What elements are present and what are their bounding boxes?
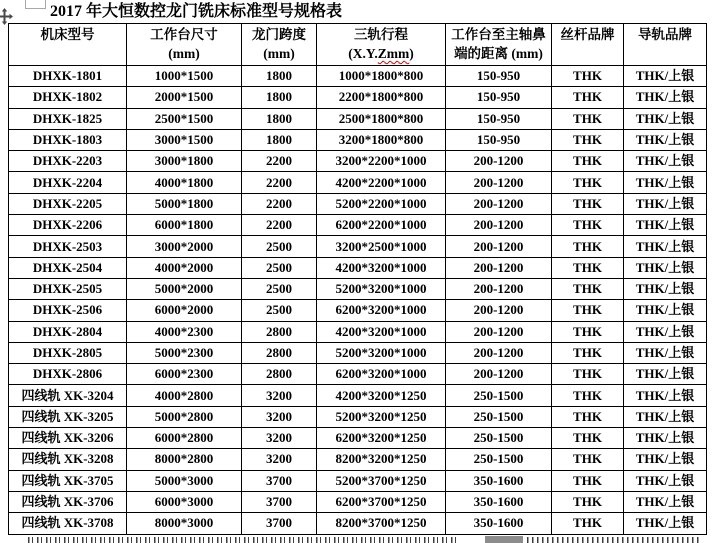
cell-axis-travel[interactable]: 5200*2200*1000 [317,193,446,214]
cell-model[interactable]: DHXK-1825 [9,108,127,129]
cell-worktable-size[interactable]: 1000*1500 [127,66,242,87]
cell-screw-brand[interactable]: THK [552,428,624,449]
cell-gantry-span[interactable]: 3200 [242,406,317,427]
cell-worktable-size[interactable]: 6000*1800 [127,215,242,236]
cell-rail-brand[interactable]: THK/上银 [624,236,707,257]
cell-gantry-span[interactable]: 2500 [242,278,317,299]
cell-axis-travel[interactable]: 6200*3200*1250 [317,428,446,449]
cell-axis-travel[interactable]: 8200*3200*1250 [317,449,446,470]
table-row [9,66,707,87]
cell-spindle-distance[interactable]: 200-1200 [446,300,552,321]
cell-gantry-span[interactable]: 3700 [242,513,317,534]
table-row [9,491,707,512]
table-row [9,300,707,321]
cell-worktable-size[interactable]: 4000*1800 [127,172,242,193]
header-line: 工作台尺寸 [150,27,218,42]
cell-spindle-distance[interactable]: 350-1600 [446,491,552,512]
spellcheck-squiggle-text: Zmm [377,46,410,61]
cell-axis-travel[interactable]: 2200*1800*800 [317,87,446,108]
table-body [9,66,707,535]
table-row [9,108,707,129]
cell-worktable-size[interactable]: 6000*2300 [127,364,242,385]
table-row [9,278,707,299]
cell-gantry-span[interactable]: 3200 [242,449,317,470]
cell-screw-brand[interactable]: THK [552,513,624,534]
cell-worktable-size[interactable]: 3000*1500 [127,129,242,150]
table-row [9,342,707,363]
cell-spindle-distance[interactable]: 200-1200 [446,151,552,172]
cell-model[interactable]: DHXK-1802 [9,87,127,108]
cell-axis-travel[interactable]: 6200*3200*1000 [317,364,446,385]
cell-gantry-span[interactable]: 1800 [242,66,317,87]
cell-spindle-distance[interactable]: 150-950 [446,129,552,150]
table-row [9,470,707,491]
cell-screw-brand[interactable]: THK [552,87,624,108]
cell-screw-brand[interactable]: THK [552,278,624,299]
table-row [9,193,707,214]
cell-spindle-distance[interactable]: 200-1200 [446,342,552,363]
cell-gantry-span[interactable]: 2200 [242,193,317,214]
cell-rail-brand[interactable]: THK/上银 [624,151,707,172]
column-header-model[interactable] [9,24,127,66]
cell-axis-travel[interactable]: 1000*1800*800 [317,66,446,87]
spec-table [8,23,707,535]
column-header-screw-brand[interactable] [552,24,624,66]
cell-spindle-distance[interactable]: 150-950 [446,108,552,129]
cell-rail-brand[interactable]: THK/上银 [624,87,707,108]
cell-worktable-size[interactable]: 2000*1500 [127,87,242,108]
cell-worktable-size[interactable]: 8000*3000 [127,513,242,534]
cell-model[interactable]: DHXK-1801 [9,66,127,87]
header-line: (X.Y.Zmm) [348,46,414,61]
cell-axis-travel[interactable]: 6200*3700*1250 [317,491,446,512]
cell-rail-brand[interactable]: THK/上银 [624,385,707,406]
cell-rail-brand[interactable]: THK/上银 [624,172,707,193]
cell-axis-travel[interactable]: 3200*2500*1000 [317,236,446,257]
table-header [9,24,707,66]
table-row [9,87,707,108]
cell-model[interactable]: DHXK-2805 [9,342,127,363]
cell-rail-brand[interactable]: THK/上银 [624,470,707,491]
cell-axis-travel[interactable]: 6200*3200*1000 [317,300,446,321]
cell-screw-brand[interactable]: THK [552,129,624,150]
cell-screw-brand[interactable]: THK [552,193,624,214]
cell-worktable-size[interactable]: 5000*2300 [127,342,242,363]
cell-gantry-span[interactable]: 3200 [242,385,317,406]
cell-screw-brand[interactable]: THK [552,470,624,491]
cell-axis-travel[interactable]: 2500*1800*800 [317,108,446,129]
cell-rail-brand[interactable]: THK/上银 [624,449,707,470]
table-row [9,513,707,534]
header-line: 导轨品牌 [638,27,692,42]
cell-axis-travel[interactable]: 8200*3700*1250 [317,513,446,534]
cell-spindle-distance[interactable]: 200-1200 [446,321,552,342]
cell-axis-travel[interactable]: 3200*1800*800 [317,129,446,150]
cell-axis-travel[interactable]: 4200*3200*1000 [317,257,446,278]
cell-screw-brand[interactable]: THK [552,236,624,257]
cell-rail-brand[interactable]: THK/上银 [624,129,707,150]
table-row [9,321,707,342]
cell-rail-brand[interactable]: THK/上银 [624,428,707,449]
cell-spindle-distance[interactable]: 250-1500 [446,385,552,406]
table-row [9,236,707,257]
header-line: 三轨行程 [354,27,408,42]
cell-gantry-span[interactable]: 3700 [242,470,317,491]
cell-screw-brand[interactable]: THK [552,215,624,236]
cell-gantry-span[interactable]: 2500 [242,300,317,321]
header-line: 丝杆品牌 [560,27,615,42]
cell-rail-brand[interactable]: THK/上银 [624,491,707,512]
cell-model[interactable]: DHXK-2504 [9,257,127,278]
column-header-axis-travel[interactable] [317,24,446,66]
table-row [9,364,707,385]
cell-rail-brand[interactable]: THK/上银 [624,108,707,129]
header-line: (mm) [263,46,295,61]
cell-gantry-span[interactable]: 3200 [242,428,317,449]
cell-worktable-size[interactable]: 3000*2000 [127,236,242,257]
cell-worktable-size[interactable]: 5000*3000 [127,470,242,491]
column-header-gantry-span[interactable] [242,24,317,66]
cell-spindle-distance[interactable]: 350-1600 [446,513,552,534]
cell-worktable-size[interactable]: 4000*2300 [127,321,242,342]
header-line: 端的距离 (mm) [454,46,543,61]
cell-spindle-distance[interactable]: 200-1200 [446,215,552,236]
table-row [9,449,707,470]
cell-axis-travel[interactable]: 4200*3200*1250 [317,385,446,406]
cell-model[interactable]: DHXK-2505 [9,278,127,299]
cell-worktable-size[interactable]: 5000*2800 [127,406,242,427]
cell-model[interactable]: DHXK-2806 [9,364,127,385]
cell-screw-brand[interactable]: THK [552,300,624,321]
cell-rail-brand[interactable]: THK/上银 [624,321,707,342]
cell-gantry-span[interactable]: 2800 [242,342,317,363]
cell-rail-brand[interactable]: THK/上银 [624,278,707,299]
cell-spindle-distance[interactable]: 250-1500 [446,449,552,470]
cell-model[interactable]: 四线轨 XK-3705 [9,470,127,491]
cell-screw-brand[interactable]: THK [552,342,624,363]
cell-screw-brand[interactable]: THK [552,449,624,470]
cell-spindle-distance[interactable]: 250-1500 [446,428,552,449]
cell-rail-brand[interactable]: THK/上银 [624,364,707,385]
header-row [9,24,707,66]
table-title[interactable]: 2017 年大恒数控龙门铣床标准型号规格表 [50,3,343,20]
cell-screw-brand[interactable]: THK [552,385,624,406]
cell-worktable-size[interactable]: 6000*2000 [127,300,242,321]
clipped-text-line [527,537,699,543]
cell-rail-brand[interactable]: THK/上银 [624,342,707,363]
cell-spindle-distance[interactable]: 200-1200 [446,193,552,214]
cell-spindle-distance[interactable]: 150-950 [446,66,552,87]
cell-axis-travel[interactable]: 5200*3200*1000 [317,342,446,363]
cell-spindle-distance[interactable]: 200-1200 [446,257,552,278]
cell-worktable-size[interactable]: 6000*2800 [127,428,242,449]
cell-axis-travel[interactable]: 5200*3700*1250 [317,470,446,491]
cell-model[interactable]: DHXK-2203 [9,151,127,172]
table-row [9,215,707,236]
cell-axis-travel[interactable]: 6200*2200*1000 [317,215,446,236]
clipped-gray-block [485,536,523,543]
column-header-worktable-size[interactable] [127,24,242,66]
cell-worktable-size[interactable]: 4000*2800 [127,385,242,406]
cell-worktable-size[interactable]: 5000*2000 [127,278,242,299]
cell-rail-brand[interactable]: THK/上银 [624,66,707,87]
cell-worktable-size[interactable]: 2500*1500 [127,108,242,129]
cell-axis-travel[interactable]: 4200*2200*1000 [317,172,446,193]
cell-worktable-size[interactable]: 4000*2000 [127,257,242,278]
cell-gantry-span[interactable]: 2800 [242,321,317,342]
cell-model[interactable]: 四线轨 XK-3204 [9,385,127,406]
cell-spindle-distance[interactable]: 200-1200 [446,236,552,257]
cell-screw-brand[interactable]: THK [552,406,624,427]
cell-model[interactable]: DHXK-2503 [9,236,127,257]
cell-model[interactable]: DHXK-2205 [9,193,127,214]
header-line: 机床型号 [40,27,95,42]
cell-screw-brand[interactable]: THK [552,257,624,278]
cell-gantry-span[interactable]: 2200 [242,172,317,193]
cell-screw-brand[interactable]: THK [552,364,624,385]
cell-gantry-span[interactable]: 2200 [242,151,317,172]
header-line: 龙门跨度 [252,27,306,42]
cell-gantry-span[interactable]: 1800 [242,108,317,129]
header-line: 工作台至主轴鼻 [451,27,546,42]
cell-rail-brand[interactable]: THK/上银 [624,257,707,278]
cell-spindle-distance[interactable]: 200-1200 [446,172,552,193]
cell-model[interactable]: DHXK-2204 [9,172,127,193]
cell-screw-brand[interactable]: THK [552,491,624,512]
column-header-spindle-distance[interactable] [446,24,552,66]
cell-model[interactable]: DHXK-2506 [9,300,127,321]
cell-spindle-distance[interactable]: 200-1200 [446,364,552,385]
cell-screw-brand[interactable]: THK [552,151,624,172]
cell-model[interactable]: DHXK-2804 [9,321,127,342]
cell-gantry-span[interactable]: 2800 [242,364,317,385]
cell-spindle-distance[interactable]: 150-950 [446,87,552,108]
header-line: (mm) [168,46,200,61]
cell-model[interactable]: 四线轨 XK-3208 [9,449,127,470]
cell-worktable-size[interactable]: 6000*3000 [127,491,242,512]
table-row [9,428,707,449]
cell-model[interactable]: 四线轨 XK-3706 [9,491,127,512]
column-header-rail-brand[interactable] [624,24,707,66]
cell-screw-brand[interactable]: THK [552,321,624,342]
cell-model[interactable]: 四线轨 XK-3206 [9,428,127,449]
clipped-text-line [28,537,460,543]
cell-model[interactable]: DHXK-2206 [9,215,127,236]
cell-model[interactable]: 四线轨 XK-3708 [9,513,127,534]
table-row [9,406,707,427]
cell-rail-brand[interactable]: THK/上银 [624,215,707,236]
cell-worktable-size[interactable]: 3000*1800 [127,151,242,172]
cell-axis-travel[interactable]: 3200*2200*1000 [317,151,446,172]
cell-spindle-distance[interactable]: 350-1600 [446,470,552,491]
cell-rail-brand[interactable]: THK/上银 [624,406,707,427]
table-row [9,151,707,172]
cell-gantry-span[interactable]: 1800 [242,87,317,108]
cell-spindle-distance[interactable]: 250-1500 [446,406,552,427]
cell-gantry-span[interactable]: 2200 [242,215,317,236]
cell-axis-travel[interactable]: 4200*3200*1000 [317,321,446,342]
cell-worktable-size[interactable]: 5000*1800 [127,193,242,214]
cell-rail-brand[interactable]: THK/上银 [624,513,707,534]
cell-spindle-distance[interactable]: 200-1200 [446,278,552,299]
table-row [9,129,707,150]
cell-axis-travel[interactable]: 5200*3200*1000 [317,278,446,299]
cell-rail-brand[interactable]: THK/上银 [624,300,707,321]
cell-gantry-span[interactable]: 2500 [242,257,317,278]
cell-rail-brand[interactable]: THK/上银 [624,193,707,214]
cell-model[interactable]: DHXK-1803 [9,129,127,150]
cell-screw-brand[interactable]: THK [552,108,624,129]
table-row [9,257,707,278]
clipped-box-edge [25,0,46,9]
cell-model[interactable]: 四线轨 XK-3205 [9,406,127,427]
cell-axis-travel[interactable]: 5200*3200*1250 [317,406,446,427]
cell-gantry-span[interactable]: 1800 [242,129,317,150]
cell-screw-brand[interactable]: THK [552,172,624,193]
table-row [9,172,707,193]
cell-worktable-size[interactable]: 8000*2800 [127,449,242,470]
table-row [9,385,707,406]
cell-screw-brand[interactable]: THK [552,66,624,87]
cell-gantry-span[interactable]: 2500 [242,236,317,257]
cell-gantry-span[interactable]: 3700 [242,491,317,512]
